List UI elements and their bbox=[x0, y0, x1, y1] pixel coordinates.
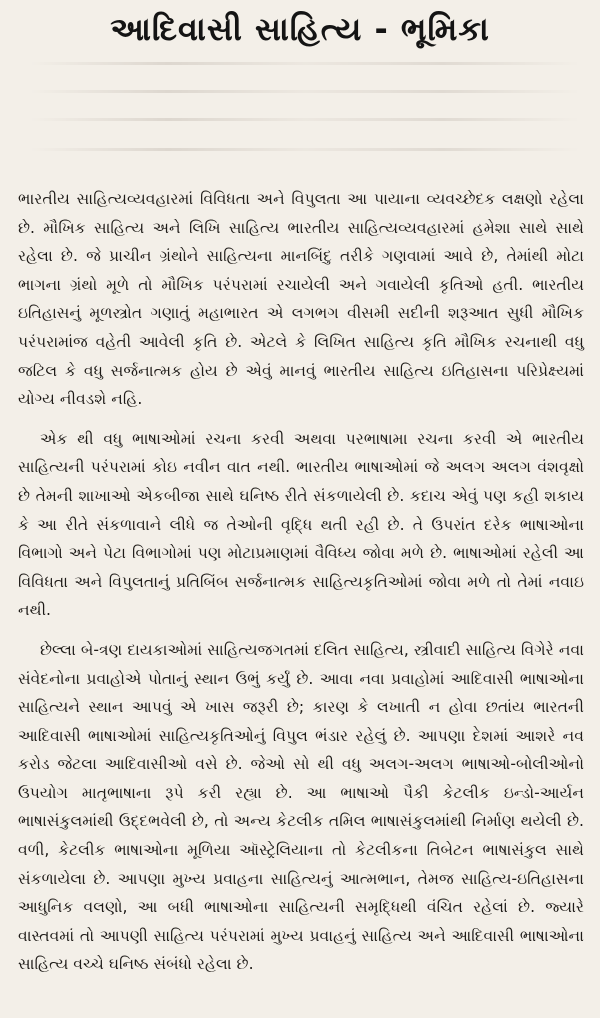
paragraph-1: ભારતીય સાહિત્યવ્યવહારમાં વિવિધતા અને વિપુલતા આ પાયાના વ્યવચ્છેદક લક્ષણો રહેલા છે. મૌખિક સાહિત્ય અને લિખિ સાહિત્ય ભારતીય સાહિત્યવ્યવહારમાં હમેશા સાથે સાથે રહેલા છે. જે પ્રાચીન ગ્રંથોને સાહિત્યના માનબિંદુ તરીકે ગણવામાં આવે છે, તેમાંથી મોટા ભાગના ગ્રંથો મૂળે તો મૌખિક પરંપરામાં રચાયેલી અને ગવાયેલી કૃતિઓ હતી. ભારતીય ઇતિહાસનું મૂળસ્ત્રોત ગણાતું મહાભારત એ લગભગ વીસમી સદીની શરૂઆત સુધી મૌખિક પરંપરામાંજ વહેતી આવેલી કૃતિ છે. એટલે કે લિખિત સાહિત્ય કૃતિ મૌખિક રચનાથી વધુ જટિલ કે વધુ સર્જનાત્મક હોય છે એવું માનવું ભારતીય સાહિત્ય ઇતિહાસના પરિપ્રેક્ષ્યમાં યોગ્ય નીવડશે નહિ. bbox=[18, 190, 584, 409]
body-text bbox=[18, 185, 584, 979]
paragraph-3: છેલ્લા બે-ત્રણ દાયકાઓમાં સાહિત્યજગતમાં દલિત સાહિત્ય, સ્ત્રીવાદી સાહિત્ય વિગેરે નવા સંવેદનોના પ્રવાહોએ પોતાનું સ્થાન ઉભું કર્યું છે. આવા નવા પ્રવાહોમાં આદિવાસી ભાષાઓના સાહિત્યને સ્થાન આપવું એ ખાસ જરૂરી છે; કારણ કે લખાતી ન હોવા છતાંય ભારતની આદિવાસી ભાષાઓમાં સાહિત્યકૃતિઓનું વિપુલ ભંડાર રહેલું છે. આપણા દેશમાં આશરે નવ કરોડ જેટલા આદિવાસીઓ વસે છે. જેઓ સો થી વધુ અલગ-અલગ ભાષાઓ-બોલીઓનો ઉપયોગ માતૃભાષાના રૂપે કરી રહ્યા છે. આ ભાષાઓ પૈકી કેટલીક ઇન્ડો-આર્યન ભાષાસંકુલમાંથી ઉદ્દભવેલી છે, તો અન્ય કેટલીક તમિલ ભાષાસંકુલમાંથી નિર્માણ થયેલી છે. વળી, કેટલીક ભાષાઓના મૂળિયા ઑસ્ટ્રેલિયાના તો કેટલીકના તિબેટન ભાષાસંકુલ સાથે સંકળાયેલા છે. આપણા મુખ્ય પ્રવાહના સાહિત્યનું આત્મભાન, તેમજ સાહિત્ય-ઇતિહાસના આધુનિક વલણો, આ બધી ભાષાઓના સાહિત્યની સમૃદ્ધિથી વંચિત રહેલાં છે. જ્યારે વાસ્તવમાં તો આપણી સાહિત્ય પરંપરામાં મુખ્ય પ્રવાહનું સાહિત્ય અને આદિવાસી ભાષાઓના સાહિત્ય વચ્ચે ઘનિષ્ઠ સંબંધો રહેલા છે. bbox=[18, 640, 584, 974]
page-bleed-through bbox=[0, 62, 600, 182]
page-title: આદિવાસી સાહિત્ય - ભૂમિકા bbox=[110, 10, 490, 48]
paragraph-2: એક થી વધુ ભાષાઓમાં રચના કરવી અથવા પરભાષામા રચના કરવી એ ભારતીય સાહિત્યની પરંપરામાં કોઇ નવીન વાત નથી. ભારતીય ભાષાઓમાં જે અલગ અલગ વંશવૃક્ષો છે તેમની શાખાઓ એકબીજા સાથે ઘનિષ્ઠ રીતે સંકળાયેલી છે. કદાચ એવું પણ કહી શકાય કે આ રીતે સંકળાવાને લીધે જ તેઓની વૃદ્ધિ થતી રહી છે. તે ઉપરાંત દરેક ભાષાઓના વિભાગો અને પેટા વિભાગોમાં પણ મોટાપ્રમાણમાં વૈવિધ્ય જોવા મળે છે. ભાષાઓમાં રહેલી આ વિવિધતા અને વિપુલતાનું પ્રતિબિંબ સર્જનાત્મક સાહિત્યકૃતિઓમાં જોવા મળે તો તેમાં નવાઇ નથી. bbox=[18, 429, 584, 620]
